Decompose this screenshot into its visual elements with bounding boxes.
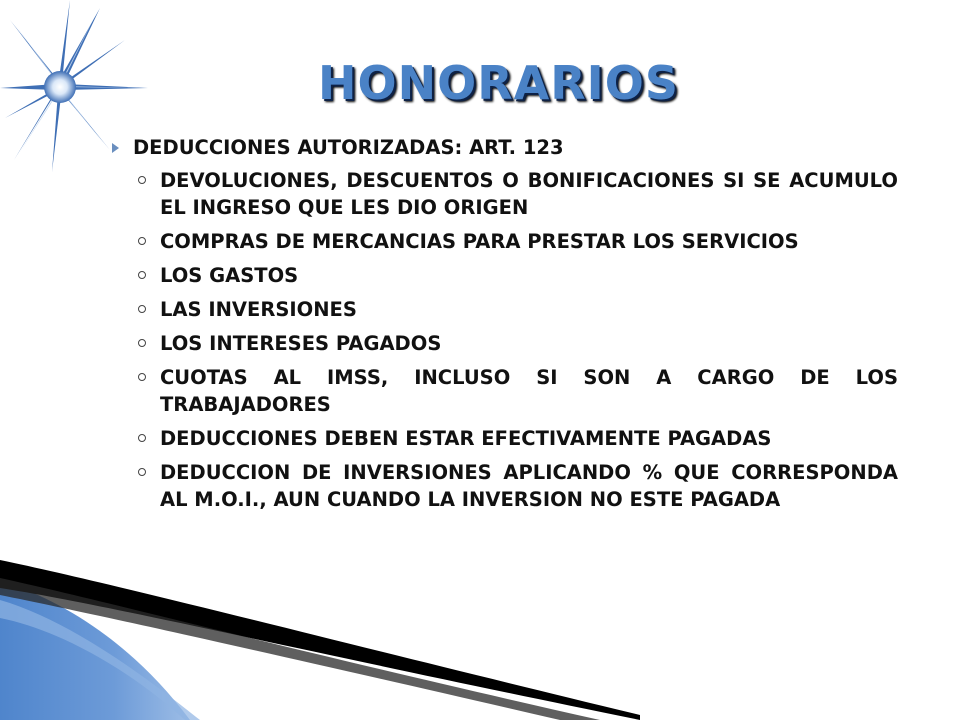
list-item [112, 262, 898, 289]
list-item-text: CUOTAS AL IMSS, INCLUSO SI SON A CARGO DE LOS TRABAJADORES [160, 366, 898, 416]
ring-bullet-icon [138, 434, 146, 442]
list-item-text: LAS INVERSIONES [160, 298, 357, 321]
ring-bullet-icon [138, 305, 146, 313]
main-bullet [112, 134, 898, 161]
list-item [112, 425, 898, 452]
ring-bullet-icon [138, 373, 146, 381]
list-item-text: LOS INTERESES PAGADOS [160, 332, 442, 355]
arrow-bullet-icon [112, 143, 119, 153]
list-item-text: LOS GASTOS [160, 264, 299, 287]
list-item-text: COMPRAS DE MERCANCIAS PARA PRESTAR LOS SERVICIOS [160, 230, 799, 253]
ring-bullet-icon [138, 237, 146, 245]
ring-bullet-icon [138, 176, 146, 184]
ring-bullet-icon [138, 271, 146, 279]
list-item [112, 364, 898, 418]
list-item [112, 167, 898, 221]
slide-title: HONORARIOS [318, 56, 679, 110]
sub-bullet-list [112, 167, 898, 513]
list-item-text: DEVOLUCIONES, DESCUENTOS O BONIFICACIONES SI SE ACUMULO EL INGRESO QUE LES DIO ORIGEN [160, 169, 898, 219]
list-item [112, 228, 898, 255]
ring-bullet-icon [138, 468, 146, 476]
slide-content [112, 134, 898, 520]
list-item [112, 459, 898, 513]
ring-bullet-icon [138, 339, 146, 347]
list-item [112, 330, 898, 357]
list-item-text: DEDUCCIONES DEBEN ESTAR EFECTIVAMENTE PAGADAS [160, 427, 772, 450]
list-item-text: DEDUCCION DE INVERSIONES APLICANDO % QUE CORRESPONDA AL M.O.I., AUN CUANDO LA INVERSION NO ESTE PAGADA [160, 461, 898, 511]
blue-swoosh-decoration [0, 560, 960, 720]
list-item [112, 296, 898, 323]
main-bullet-text: DEDUCCIONES AUTORIZADAS: ART. 123 [133, 136, 564, 159]
